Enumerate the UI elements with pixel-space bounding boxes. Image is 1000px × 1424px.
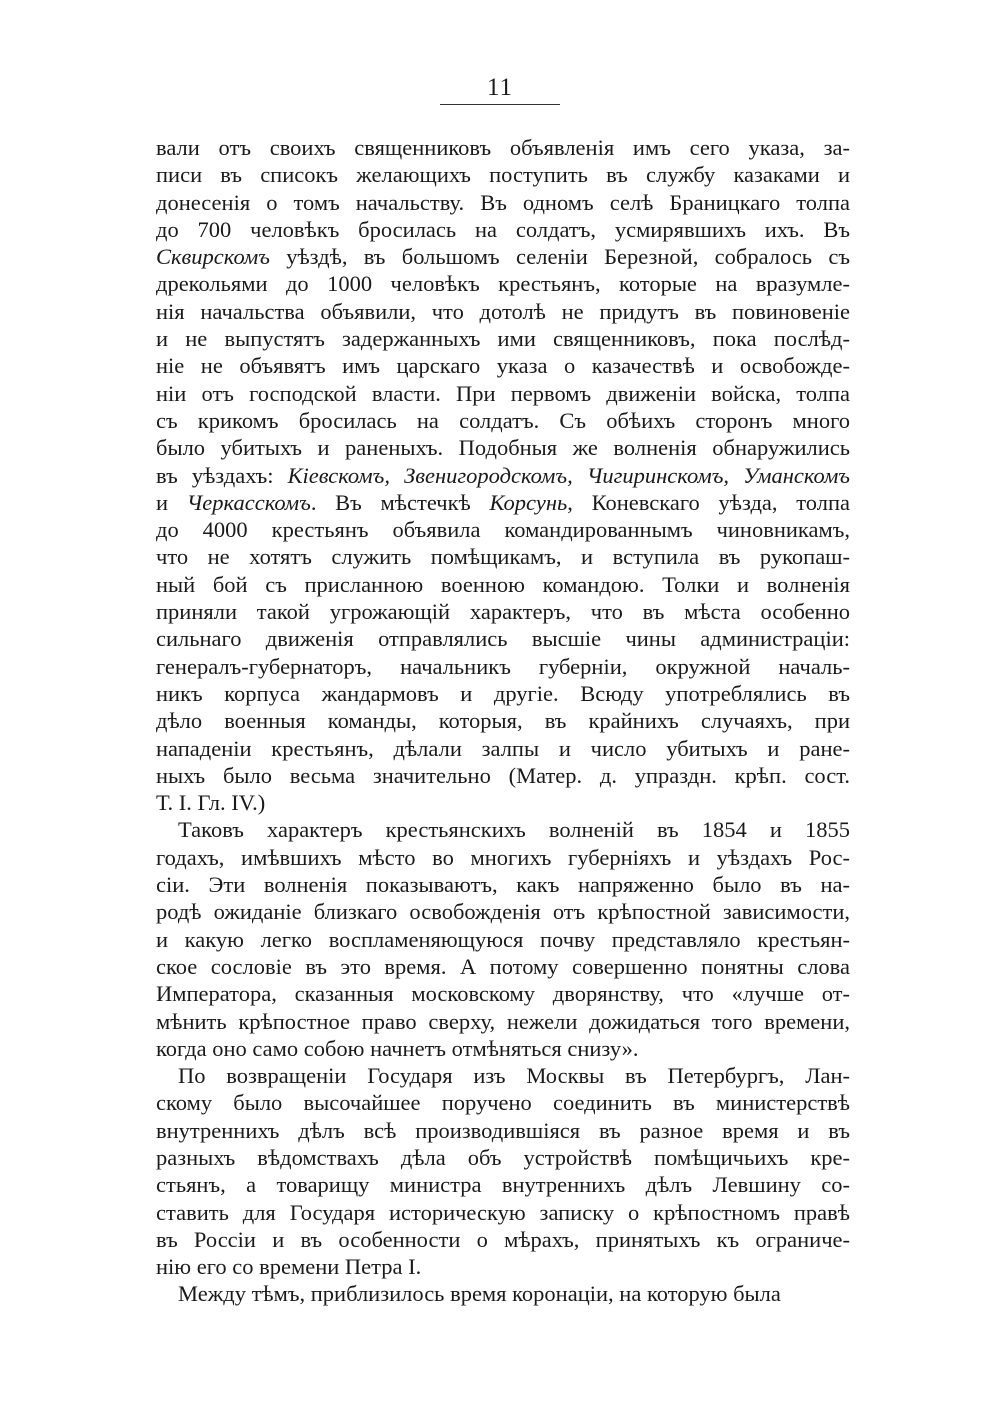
text-line [156, 243, 850, 270]
header-rule [440, 104, 560, 105]
text-segment: было убитыхъ и раненыхъ. Подобныя же волненія обнаружились [156, 435, 850, 461]
text-segment: ставить для Государя историческую записку о крѣпостномъ правѣ [156, 1199, 850, 1225]
text-line [156, 980, 850, 1007]
text-segment: ское сословіе въ это время. А потому совершенно понятны слова [156, 953, 850, 979]
text-segment: . Въ мѣстечкѣ [310, 489, 490, 515]
text-segment: скому было высочайшее поручено соединить въ министерствѣ [156, 1090, 850, 1116]
text-segment: что не хотятъ служить помѣщикамъ, и вступила въ рукопаш- [156, 544, 850, 570]
text-segment: ніе не объявятъ имъ царскаго указа о казачествѣ и освобожде- [156, 353, 850, 379]
text-line [156, 762, 850, 789]
text-line [156, 1035, 850, 1062]
text-line [156, 189, 850, 216]
page-header [0, 74, 1000, 105]
italic-text: Кіевскомъ, Звенигородскомъ, Чигиринскомъ, Уманскомъ [287, 462, 850, 488]
text-segment: стьянъ, а товарищу министра внутреннихъ дѣлъ Левшину со- [156, 1172, 850, 1198]
text-line [156, 1144, 850, 1171]
text-line [156, 1280, 850, 1307]
text-line [156, 352, 850, 379]
text-line [156, 1199, 850, 1226]
text-segment: вали отъ своихъ священниковъ объявленія имъ сего указа, за- [156, 135, 850, 160]
text-segment: приняли такой угрожающій характеръ, что въ мѣста особенно [156, 599, 850, 625]
text-segment: уѣздѣ, въ большомъ селеніи Березной, собралось съ [269, 244, 850, 270]
text-line [156, 1226, 850, 1253]
text-line [156, 543, 850, 570]
text-line [156, 380, 850, 407]
text-segment: Императора, сказанныя московскому дворянству, что «лучше от- [156, 981, 850, 1007]
text-line [156, 871, 850, 898]
text-line [156, 462, 850, 489]
text-line [156, 789, 850, 816]
text-line [156, 134, 850, 161]
text-line [156, 1171, 850, 1198]
text-line [156, 325, 850, 352]
text-line [156, 844, 850, 871]
text-segment: ный бой съ присланною военною командою. Толки и волненія [156, 571, 850, 597]
italic-text: Черкасскомъ [186, 489, 311, 515]
text-line [156, 898, 850, 925]
text-segment: ныхъ было весьма значительно (Матер. д. упраздн. крѣп. сост. [156, 762, 850, 788]
text-segment: нападеніи крестьянъ, дѣлали залпы и число убитыхъ и ране- [156, 735, 850, 761]
text-segment: , Коневскаго уѣзда, толпа [567, 489, 850, 515]
text-segment: нію его со времени Петра I. [156, 1254, 422, 1280]
text-segment: сіи. Эти волненія показываютъ, какъ напряженно было въ на- [156, 872, 850, 898]
text-segment: родѣ ожиданіе близкаго освобожденія отъ крѣпостной зависимости, [156, 899, 850, 925]
text-segment: Таковъ характеръ крестьянскихъ волненій въ 1854 и 1855 [178, 817, 850, 843]
text-line [156, 1089, 850, 1116]
text-line [156, 571, 850, 598]
text-line [156, 1253, 850, 1280]
text-line [156, 926, 850, 953]
text-segment: въ Россіи и въ особенности о мѣрахъ, принятыхъ къ ограниче- [156, 1226, 850, 1252]
text-segment: до 4000 крестьянъ объявила командированнымъ чиновникамъ, [156, 517, 850, 543]
text-segment: когда оно само собою начнетъ отмѣняться снизу». [156, 1035, 639, 1061]
text-line [156, 598, 850, 625]
italic-text: Корсунь [489, 489, 568, 515]
text-line [156, 489, 850, 516]
text-line [156, 707, 850, 734]
text-segment: въ уѣздахъ: [156, 462, 288, 488]
text-segment: до 700 человѣкъ бросилась на солдатъ, усмирявшихъ ихъ. Въ [156, 216, 850, 242]
text-line [156, 407, 850, 434]
text-line [156, 816, 850, 843]
text-segment: внутреннихъ дѣлъ всѣ производившіяся въ разное время и въ [156, 1117, 850, 1143]
text-line [156, 434, 850, 461]
text-segment: сильнаго движенія отправлялись высшіе чины администраціи: [156, 626, 850, 652]
text-line [156, 625, 850, 652]
text-segment: генералъ-губернаторъ, начальникъ губерніи, окружной началь- [156, 653, 850, 679]
text-line [156, 953, 850, 980]
text-segment: никъ корпуса жандармовъ и другіе. Всюду употреблялись въ [156, 680, 850, 706]
text-segment: Т. I. Гл. IV.) [156, 790, 266, 816]
text-segment: мѣнить крѣпостное право сверху, нежели дожидаться того времени, [156, 1008, 850, 1034]
text-line [156, 1008, 850, 1035]
text-segment: и не выпустятъ задержанныхъ ими священниковъ, пока послѣд- [156, 326, 850, 352]
body-text [156, 134, 850, 1308]
text-segment: нія начальства объявили, что дотолѣ не придутъ въ повиновеніе [156, 298, 850, 324]
text-line [156, 1062, 850, 1089]
text-segment: По возвращеніи Государя изъ Москвы въ Петербургъ, Лан- [178, 1063, 850, 1089]
text-segment: годахъ, имѣвшихъ мѣсто во многихъ губерніяхъ и уѣздахъ Рос- [156, 844, 850, 870]
text-line [156, 735, 850, 762]
italic-text: Сквирскомъ [156, 244, 270, 270]
page-number: 11 [486, 74, 514, 101]
text-line [156, 516, 850, 543]
text-segment: съ крикомъ бросилась на солдатъ. Съ обѣихъ сторонъ много [156, 407, 850, 433]
text-segment: и какую легко воспламеняющуюся почву представляло крестьян- [156, 926, 850, 952]
text-line [156, 161, 850, 188]
text-segment: писи въ списокъ желающихъ поступить въ службу казаками и [156, 162, 850, 188]
text-segment: дрекольями до 1000 человѣкъ крестьянъ, которые на вразумле- [156, 271, 850, 297]
text-segment: и [156, 489, 187, 515]
text-line [156, 216, 850, 243]
text-line [156, 1117, 850, 1144]
text-line [156, 270, 850, 297]
text-segment: дѣло военныя команды, которыя, въ крайнихъ случаяхъ, при [156, 708, 850, 734]
text-line [156, 298, 850, 325]
text-line [156, 680, 850, 707]
text-segment: ніи отъ господской власти. При первомъ движеніи войска, толпа [156, 380, 850, 406]
text-segment: разныхъ вѣдомствахъ дѣла объ устройствѣ помѣщичьихъ кре- [156, 1144, 850, 1170]
text-line [156, 653, 850, 680]
text-segment: Между тѣмъ, приблизилось время коронаціи, на которую была [178, 1281, 781, 1307]
text-segment: донесенія о томъ начальству. Въ одномъ селѣ Браницкаго толпа [156, 189, 850, 215]
